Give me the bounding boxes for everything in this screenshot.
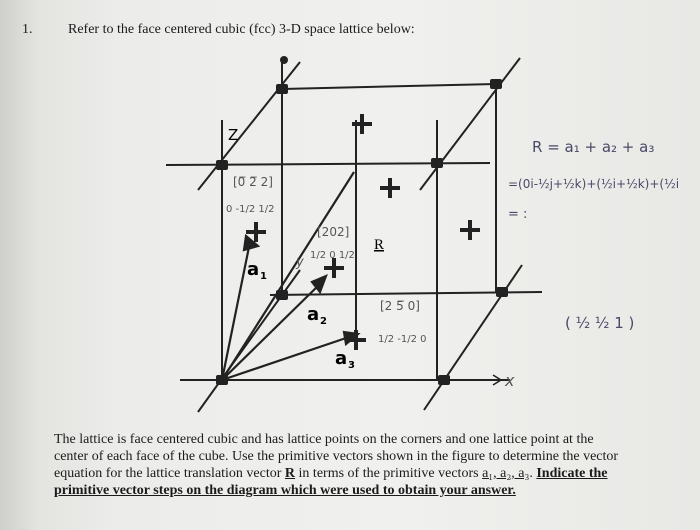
label-a3: a — [335, 348, 348, 369]
instructions-line: center of each face of the cube. Use the primitive vectors shown in the figure to determine the vector — [54, 449, 619, 464]
label-a2: a — [307, 304, 320, 325]
answer-equation-3: = : — [508, 207, 528, 222]
instructions-line: equation for the lattice translation vector R in terms of the primitive vectors a₁, a₂, a₃. Indicate the — [54, 466, 608, 481]
instructions-line: The lattice is face centered cubic and has lattice points on the corners and one lattice point at the — [54, 432, 594, 447]
question-number: 1. — [22, 22, 33, 37]
note-250: [2 5̅ 0] — [380, 299, 420, 313]
note-202-frac: 1/2 0 1/2 — [310, 250, 355, 261]
vector-a3 — [222, 336, 352, 380]
z-axis-label: Z — [228, 126, 239, 144]
face-center-point — [460, 220, 480, 240]
label-a1: a — [247, 259, 260, 280]
depth-edge-tr — [420, 58, 520, 190]
lattice-point — [276, 84, 288, 94]
label-a1-sub: 1 — [260, 271, 267, 282]
back-top-edge — [282, 84, 496, 89]
lattice-point — [276, 290, 288, 300]
instructions-line — [54, 482, 694, 499]
label-a2-sub: 2 — [320, 316, 327, 327]
y-axis-label: y — [296, 255, 304, 270]
label-R: R — [374, 237, 385, 253]
vector-a2 — [222, 282, 322, 380]
cube-edges — [166, 58, 542, 412]
instruction-emphasis: primitive vector steps on the diagram which were used to obtain your answer. — [54, 483, 516, 498]
lattice-point — [431, 158, 443, 168]
answer-result: ( ½ ½ 1 ) — [565, 314, 635, 332]
lattice-point — [280, 56, 288, 64]
note-022-frac: 0 -1/2 1/2 — [226, 204, 275, 215]
label-a3-sub: 3 — [348, 360, 355, 371]
note-250-frac: 1/2 -1/2 0 — [378, 334, 427, 345]
lattice-point — [438, 375, 450, 385]
x-axis-label: x — [505, 371, 515, 390]
lattice-points — [216, 56, 508, 385]
question-prompt: Refer to the face centered cubic (fcc) 3-D space lattice below: — [68, 22, 415, 37]
vector-R-text: R — [284, 466, 296, 481]
face-center-point — [380, 178, 400, 198]
instructions-paragraph — [54, 431, 694, 499]
answer-equation-1: R = a₁ + a₂ + a₃ — [532, 138, 655, 156]
depth-edge-tl — [198, 62, 300, 190]
lattice-point — [216, 160, 228, 170]
instruction-emphasis: Indicate the — [536, 466, 608, 481]
note-022: [0̅ 2̅ 2] — [233, 175, 273, 189]
lattice-point — [216, 375, 228, 385]
answer-equation-2: =(0i-½j+½k)+(½i+½k)+(½i — [508, 177, 680, 191]
primitive-vectors-text: a₁, a₂, a₃ — [482, 466, 530, 481]
lattice-point — [490, 79, 502, 89]
lattice-point — [496, 287, 508, 297]
note-202: [202] — [317, 225, 350, 239]
